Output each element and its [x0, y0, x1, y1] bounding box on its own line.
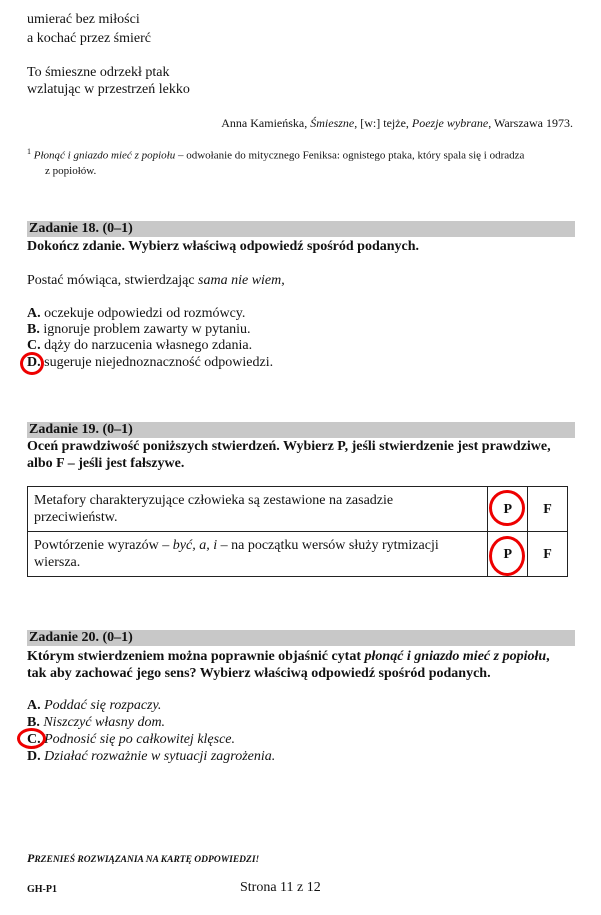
task-20-question: Którym stwierdzeniem można poprawnie objaśnić cytat płonąć i gniazdo mieć z popiołu, tak aby zachować jego sens? Wybierz właściwą odpowiedź spośród podanych. [27, 649, 550, 681]
poem-citation [221, 116, 573, 131]
poem-line: a kochać przez śmierć [27, 31, 151, 46]
answer-circle-mark [17, 728, 46, 749]
true-false-table [27, 486, 568, 577]
task-20-option-b[interactable]: B. Niszczyć własny dom. [27, 715, 166, 730]
task-18-option-b[interactable]: B. ignoruje problem zawarty w pytaniu. [27, 322, 251, 337]
task-18-stem: Postać mówiąca, stwierdzając sama nie wiem, [27, 273, 285, 288]
task-20-option-c[interactable]: C. Podnosić się po całkowitej klęsce. [27, 732, 236, 747]
footnote [27, 144, 575, 179]
answer-circle-mark [20, 352, 44, 375]
statement-cell: Powtórzenie wyrazów – być, a, i – na początku wersów służy rytmizacji wiersza. [28, 532, 488, 577]
poem-line: umierać bez miłości [27, 12, 140, 27]
transfer-answers-note: PRZENIEŚ ROZWIĄZANIA NA KARTĘ ODPOWIEDZI! [27, 851, 260, 865]
citation-middle: , [w:] tejże, [354, 116, 412, 130]
true-option-cell[interactable]: P [488, 532, 528, 577]
task-19-header: Zadanie 19. (0–1) [27, 422, 575, 438]
true-option-cell[interactable]: P [488, 487, 528, 532]
false-option-cell[interactable]: F [528, 487, 568, 532]
table-row [28, 487, 568, 532]
citation-author: Anna Kamieńska, [221, 116, 311, 130]
citation-title: Śmieszne [310, 116, 355, 130]
answer-circle-mark [489, 490, 525, 526]
task-18-header: Zadanie 18. (0–1) [27, 221, 575, 237]
task-18-instruction: Dokończ zdanie. Wybierz właściwą odpowiedź spośród podanych. [27, 239, 420, 254]
citation-tail: , Warszawa 1973. [488, 116, 573, 130]
footnote-text-continued: z popiołów. [45, 164, 97, 177]
footnote-text: – odwołanie do mitycznego Feniksa: ognistego ptaka, który spala się i odradza [175, 149, 525, 162]
footnote-marker: 1 [27, 147, 31, 156]
exam-code: GH-P1 [27, 884, 57, 895]
citation-book: Poezje wybrane [411, 116, 489, 130]
task-20-option-a[interactable]: A. Poddać się rozpaczy. [27, 698, 162, 713]
task-18-option-d[interactable]: D. sugeruje niejednoznaczność odpowiedzi. [27, 355, 274, 370]
poem-line: wzlatując w przestrzeń lekko [27, 82, 190, 97]
task-19-instruction: Oceń prawdziwość poniższych stwierdzeń. Wybierz P, jeśli stwierdzenie jest prawdziwe, albo F – jeśli jest fałszywe. [27, 439, 551, 471]
answer-circle-mark [489, 536, 525, 576]
task-20-header: Zadanie 20. (0–1) [27, 630, 575, 646]
task-18-option-a[interactable]: A. oczekuje odpowiedzi od rozmówcy. [27, 306, 246, 321]
statement-cell: Metafory charakteryzujące człowieka są zestawione na zasadzie przeciwieństw. [28, 487, 488, 532]
poem-line: To śmieszne odrzekł ptak [27, 65, 170, 80]
task-18-option-c[interactable]: C. dąży do narzucenia własnego zdania. [27, 338, 253, 353]
task-20-option-d[interactable]: D. Działać rozważnie w sytuacji zagrożenia. [27, 749, 276, 764]
false-option-cell[interactable]: F [528, 532, 568, 577]
page-number: Strona 11 z 12 [240, 880, 321, 895]
footnote-phrase: Płonąć i gniazdo mieć z popiołu [33, 149, 176, 162]
table-row [28, 532, 568, 577]
